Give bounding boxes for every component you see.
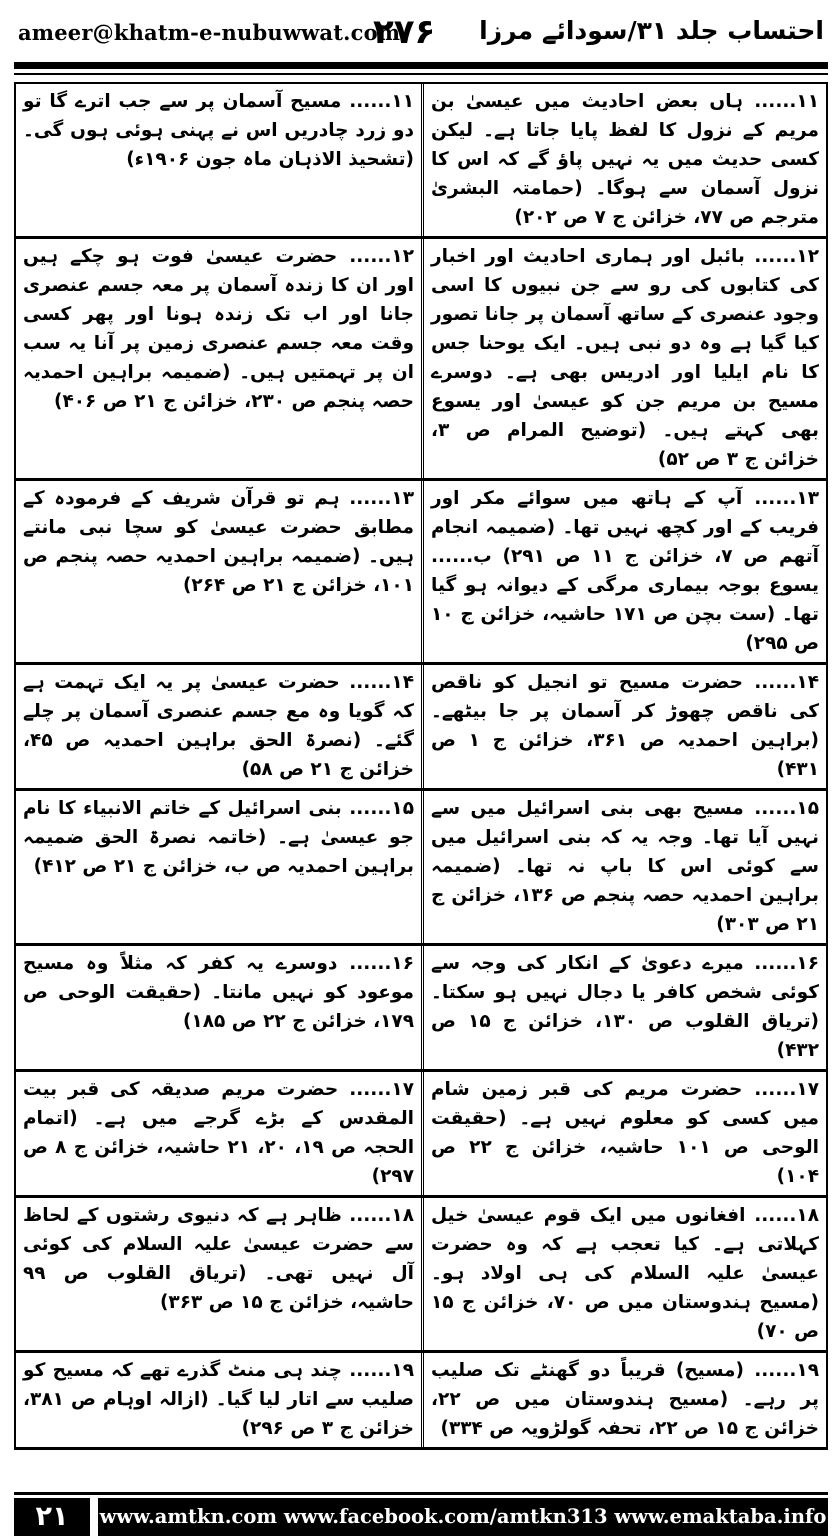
table-row [16,946,826,1072]
left-column-cell: ۱۲...... حضرت عیسیٰ فوت ہو چکے ہیں اور ان کا زندہ آسمان پر معہ جسم عنصری جانا اور اب تک زندہ ہونا اور پھر کسی وقت معہ جسم عنصری زمین پر آنا یہ سب ان پر تہمتیں ہیں۔ (ضمیمہ براہین احمدیہ حصہ پنجم ص ۲۳۰، خزائن ج ۲۱ ص ۴۰۶) [23,246,414,412]
right-column-cell: ۱۵...... مسیح بھی بنی اسرائیل میں سے نہیں آیا تھا۔ وجہ یہ کہ بنی اسرائیل میں سے کوئی اس کا باپ نہ تھا۔ (ضمیمہ براہین احمدیہ حصہ پنجم ص ۱۳۶، خزائن ج ۲۱ ص ۳۰۳) [421,791,826,943]
right-column-cell: ۱۶...... میرے دعویٰ کے انکار کی وجہ سے کوئی شخص کافر یا دجال نہیں ہو سکتا۔ (تریاق القلوب ص ۱۳۰، خزائن ج ۱۵ ص ۴۳۲) [421,946,826,1069]
footer-rule [14,1492,828,1495]
footer-page-box: ۲۱ [14,1498,90,1536]
header-email: ameer@khatm-e-nubuwwat.com [18,20,401,45]
header-book-title: احتساب جلد ۳۱/سودائے مرزا [479,16,824,45]
table-row [16,84,826,239]
left-column-cell: ۱۴...... حضرت عیسیٰ پر یہ ایک تہمت ہے کہ گویا وہ مع جسم عنصری آسمان پر چلے گئے۔ (نصرۃ الحق براہین احمدیہ ص ۴۵، خزائن ج ۲۱ ص ۵۸) [23,672,414,780]
left-column-cell: ۱۵...... بنی اسرائیل کے خاتم الانبیاء کا نام جو عیسیٰ ہے۔ (خاتمہ نصرۃ الحق ضمیمہ براہین احمدیہ ص ب، خزائن ج ۲۱ ص ۴۱۲) [23,798,414,877]
table-row [16,1198,826,1353]
page-header [18,0,824,62]
table-row [16,1353,826,1450]
right-column-cell: ۱۱...... ہاں بعض احادیث میں عیسیٰ بن مریم کے نزول کا لفظ پایا جاتا ہے۔ لیکن کسی حدیث میں یہ نہیں پاؤ گے کہ اس کا نزول آسمان سے ہوگا۔ (حمامتہ البشریٰ مترجم ص ۷۷، خزائن ج ۷ ص ۲۰۲) [421,84,826,236]
right-column-cell: ۱۹...... (مسیح) قریباً دو گھنٹے تک صلیب پر رہے۔ (مسیح ہندوستان میں ص ۲۲، خزائن ج ۱۵ ص ۲۲، تحفہ گولڑویہ ص ۳۳۴) [421,1353,826,1447]
right-column-cell: ۱۷...... حضرت مریم کی قبر زمین شام میں کسی کو معلوم نہیں ہے۔ (حقیقت الوحی ص ۱۰۱ حاشیہ، خزائن ج ۲۲ ص ۱۰۴) [421,1072,826,1195]
table-row [16,481,826,665]
right-column-cell: ۱۸...... افغانوں میں ایک قوم عیسیٰ خیل کہلاتی ہے۔ کیا تعجب ہے کہ وہ حضرت عیسیٰ علیہ السلام کی ہی اولاد ہو۔ (مسیح ہندوستان میں ص ۷۰، خزائن ج ۱۵ ص ۷۰) [421,1198,826,1350]
header-page-number: ۲۷۶ [373,12,436,52]
table-row [16,791,826,946]
header-rule-thin [14,73,828,75]
comparison-table [14,82,828,1450]
left-column-cell: ۱۷...... حضرت مریم صدیقہ کی قبر بیت المقدس کے بڑے گرجے میں ہے۔ (اتمام الحجہ ص ۱۹، ۲۰، ۲۱ حاشیہ، خزائن ج ۸ ص ۲۹۷) [23,1079,415,1187]
right-column-cell: ۱۴...... حضرت مسیح تو انجیل کو ناقص کی ناقص چھوڑ کر آسمان پر جا بیٹھے۔ (براہین احمدیہ ص ۳۶۱، خزائن ج ۱ ص ۴۳۱) [421,665,826,788]
right-column-cell: ۱۳...... آپ کے ہاتھ میں سوائے مکر اور فریب کے اور کچھ نہیں تھا۔ (ضمیمہ انجام آتھم ص ۷، خزائن ج ۱۱ ص ۲۹۱) ب...... یسوع بوجہ بیماری مرگی کے دیوانہ ہو گیا تھا۔ (ست بچن ص ۱۷۱ حاشیہ، خزائن ج ۱۰ ص ۲۹۵) [421,481,826,662]
left-column-cell: ۱۸...... ظاہر ہے کہ دنیوی رشتوں کے لحاظ سے حضرت عیسیٰ علیہ السلام کی کوئی آل نہیں تھی۔ (تریاق القلوب ص ۹۹ حاشیہ، خزائن ج ۱۵ ص ۳۶۳) [23,1205,414,1313]
left-column-cell: ۱۹...... چند ہی منٹ گذرے تھے کہ مسیح کو صلیب سے اتار لیا گیا۔ (ازالہ اوہام ص ۳۸۱، خزائن ج ۳ ص ۲۹۶) [23,1360,414,1439]
table-row [16,665,826,791]
table-row [16,1072,826,1198]
footer-links: www.amtkn.com www.facebook.com/amtkn313 www.emaktaba.info [98,1498,828,1536]
left-column-cell: ۱۱...... مسیح آسمان پر سے جب اترے گا تو دو زرد چادریں اس نے پہنی ہوئی ہوں گی۔ (تشحیذ الاذہان ماہ جون ۱۹۰۶ء) [23,91,414,170]
table-row [16,239,826,481]
left-column-cell: ۱۶...... دوسرے یہ کفر کہ مثلاً وہ مسیح موعود کو نہیں مانتا۔ (حقیقت الوحی ص ۱۷۹، خزائن ج ۲۲ ص ۱۸۵) [23,953,414,1032]
left-column-cell: ۱۳...... ہم تو قرآن شریف کے فرمودہ کے مطابق حضرت عیسیٰ کو سچا نبی مانتے ہیں۔ (ضمیمہ براہین احمدیہ حصہ پنجم ص ۱۰۱، خزائن ج ۲۱ ص ۲۶۴) [23,488,414,596]
header-rule-thick [14,62,828,69]
right-column-cell: ۱۲...... بائبل اور ہماری احادیث اور اخبار کی کتابوں کی رو سے جن نبیوں کا اسی وجود عنصری کے ساتھ آسمان پر جانا تصور کیا گیا ہے وہ دو نبی ہیں۔ ایک یوحنا جس کا نام ایلیا اور ادریس بھی ہے۔ دوسرے مسیح بن مریم جن کو عیسیٰ اور یسوع بھی کہتے ہیں۔ (توضیح المرام ص ۳، خزائن ج ۳ ص ۵۲) [421,239,826,478]
